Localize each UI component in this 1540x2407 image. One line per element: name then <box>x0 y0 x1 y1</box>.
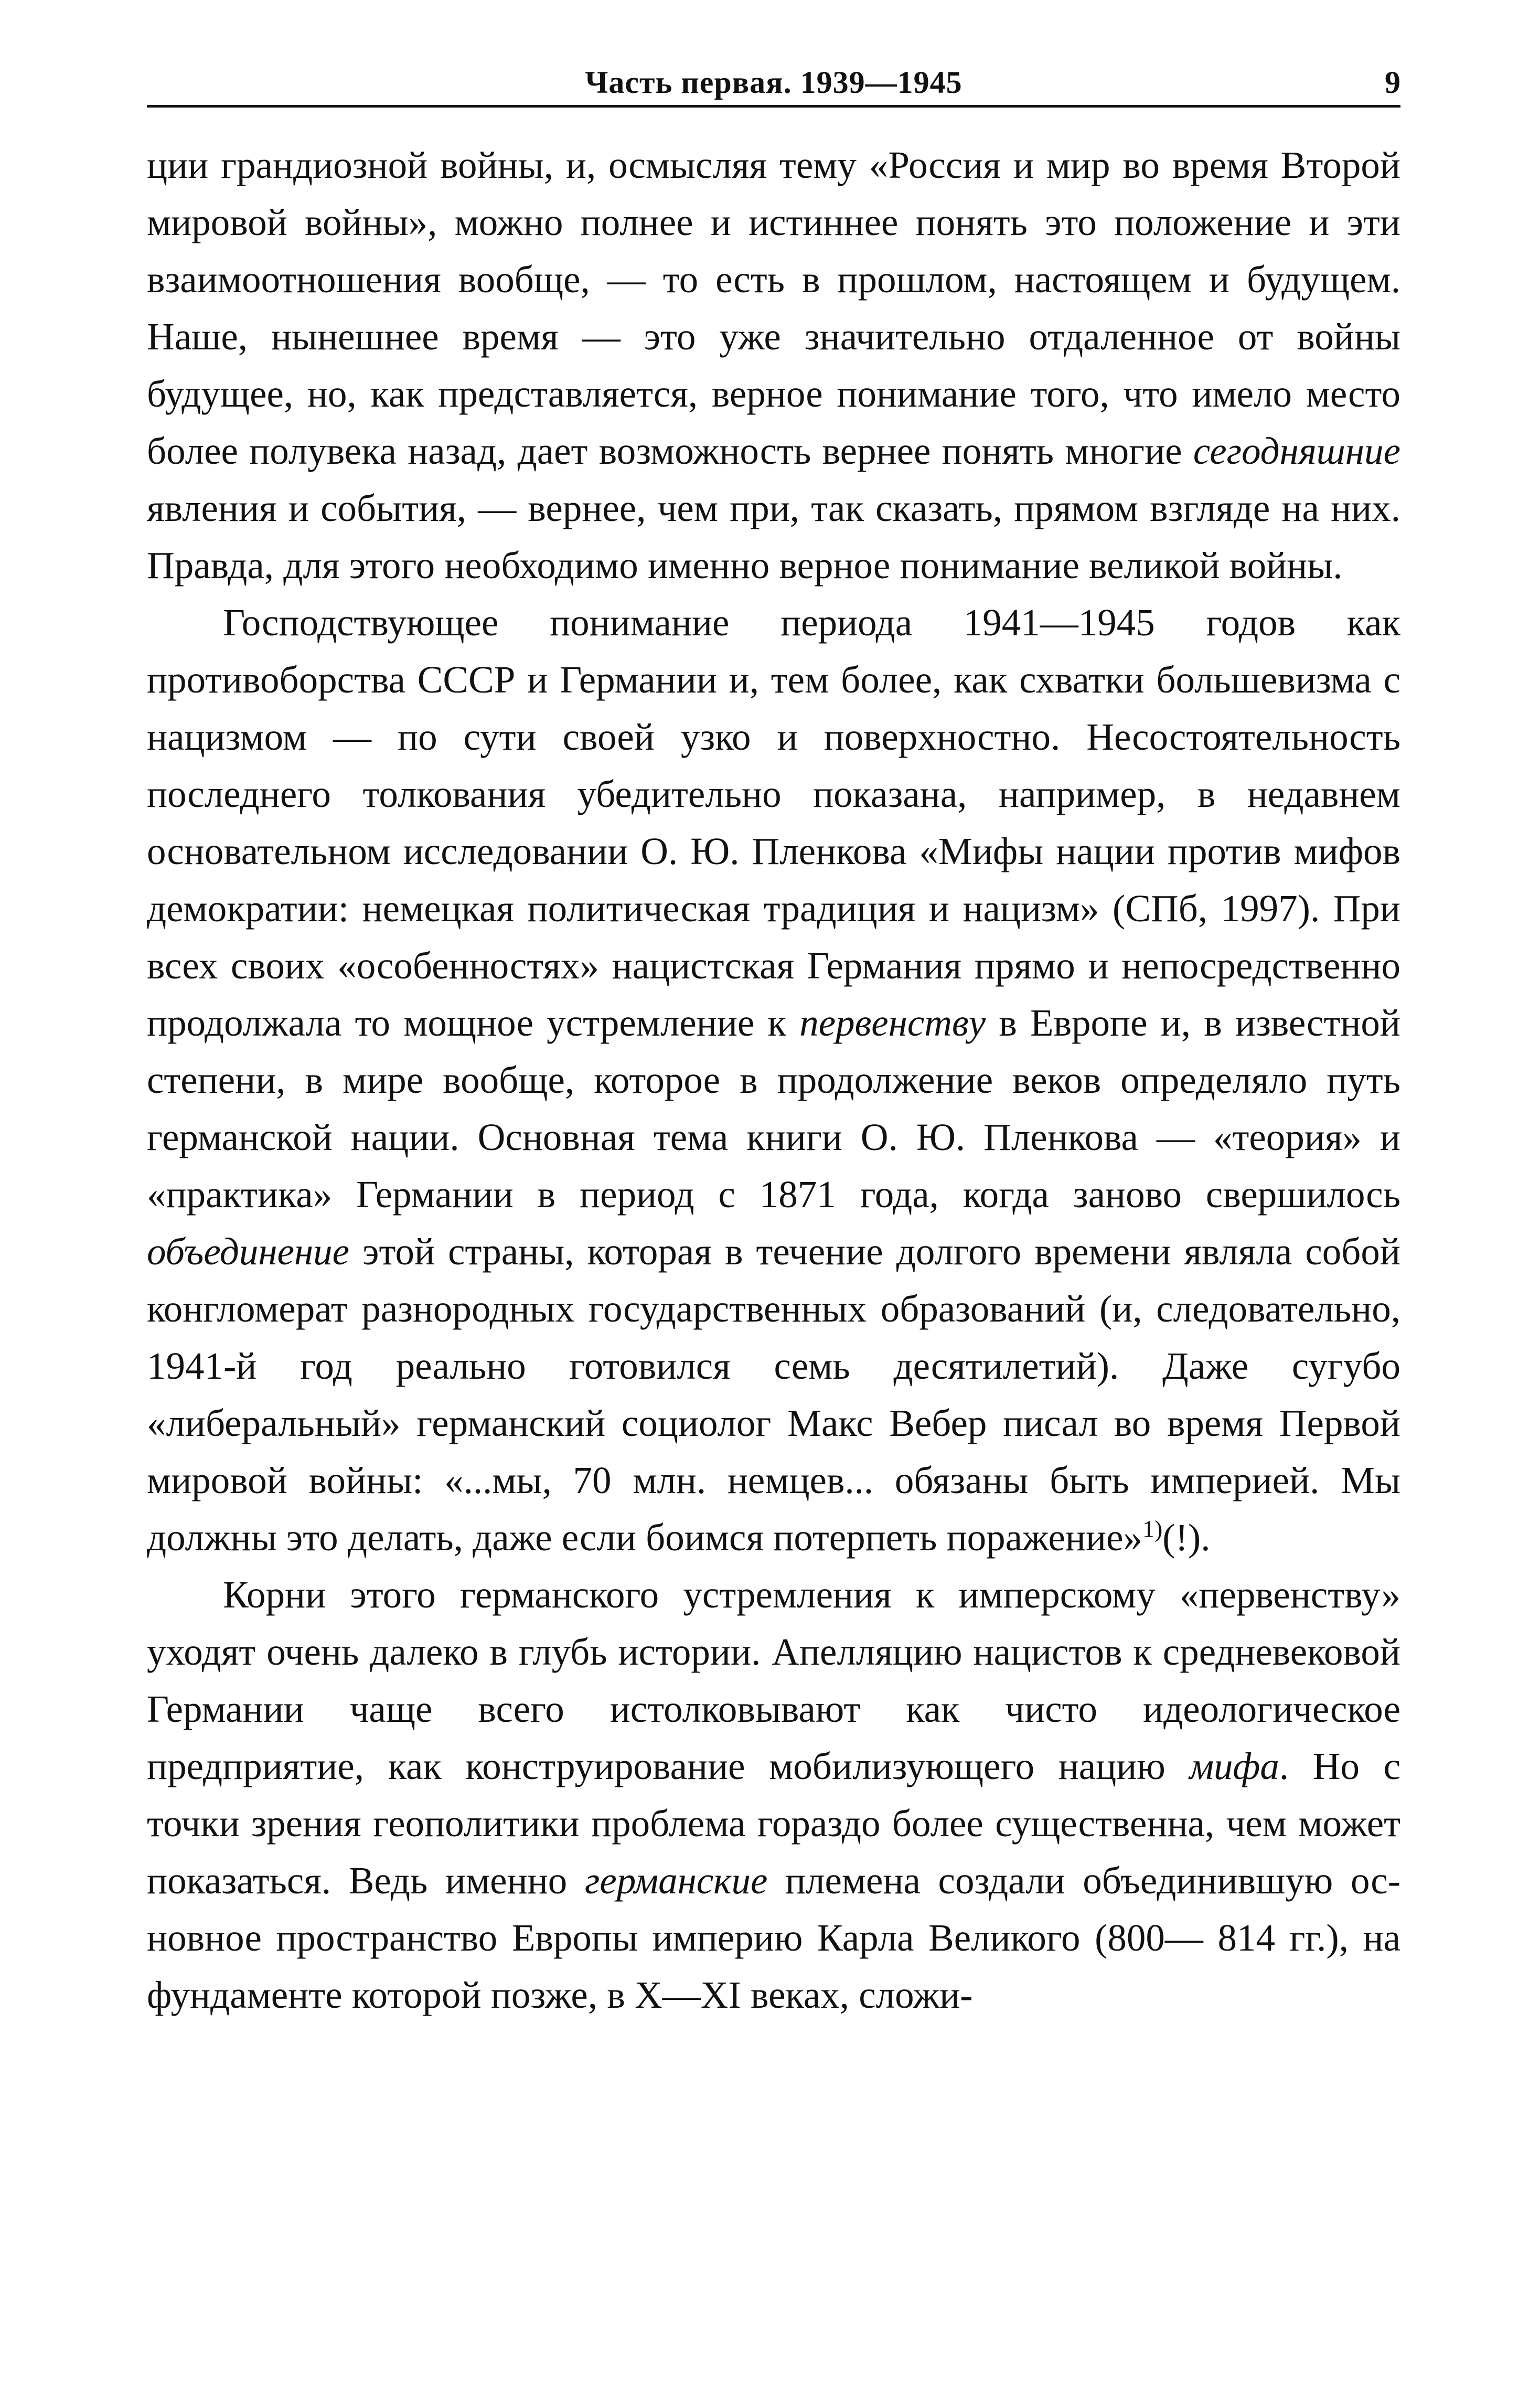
paragraph <box>147 136 1400 594</box>
paragraph <box>147 1566 1400 2023</box>
page-number: 9 <box>1385 65 1400 100</box>
paragraph <box>147 594 1400 1566</box>
book-page <box>147 47 1400 2023</box>
emphasis-text: объединение <box>147 1230 350 1273</box>
text-segment: в Европе и, в известной степени, в мире вообще, которое в продолжение веков определяло путь германской нации. Основная тема книги О. Ю. Пленкова — «теория» и «практика» Германии в период с 1871 года, когда заново свершилось <box>147 1002 1400 1216</box>
running-header <box>147 47 1400 108</box>
emphasis-text: первенству <box>799 1002 986 1044</box>
text-segment: Господствующее понимание периода 1941—1945 годов как противоборства СССР и Германии и, тем более, как схватки большевизма с нацизмом — по сути своей узко и поверхностно. Несостоятельность последнего толкования убедительно показана, например, в недавнем основательном исследовании О. Ю. Пленкова «Мифы нации против мифов демократии: немецкая политическая традиция и нацизм» (СПб, 1997). При всех своих «особенностях» нацистская Германия прямо и непосредственно продолжала то мощное устремление к <box>147 601 1400 1044</box>
text-segment: (!). <box>1162 1516 1211 1559</box>
running-title: Часть первая. 1939—1945 <box>585 65 962 100</box>
emphasis-text: сегодняшние <box>1193 430 1400 472</box>
text-segment: Корни этого германского устремления к имперскому «первенству» уходят очень далеко в глубь истории. Апелляцию нацистов к средневековой Германии чаще всего истолковывают как чисто идеологическое предприятие, как конструирование мобилизующего нацию <box>147 1573 1400 1787</box>
text-segment: . Но с точки зрения геополитики проблема гораздо более существенна, чем может показаться. Ведь именно <box>147 1745 1400 1902</box>
emphasis-text: германские <box>584 1859 768 1902</box>
footnote-marker: 1) <box>1142 1515 1163 1542</box>
body-text <box>147 136 1400 2023</box>
emphasis-text: мифа <box>1189 1745 1279 1787</box>
text-segment: явления и события, — вернее, чем при, так сказать, прямом взгляде на них. Правда, для этого необходимо именно верное понимание великой войны. <box>147 487 1400 587</box>
text-segment: племена создали объединившую основное пространство Европы империю Карла Великого (800— 814 гг.), на фундаменте которой позже, в X—XI веках, сложи- <box>147 1859 1400 2016</box>
text-segment: ции грандиозной войны, и, осмысляя тему «Россия и мир во время Второй мировой войны», можно полнее и истиннее понять это положение и эти взаимоотношения вообще, — то есть в прошлом, настоящем и будущем. Наше, нынешнее время — это уже значительно отдаленное от войны будущее, но, как представляется, верное понимание того, что имело место более полувека назад, дает возможность вернее понять многие <box>147 144 1400 472</box>
text-segment: этой страны, которая в течение долгого времени являла собой конгломерат разнородных государственных образований (и, следовательно, 1941-й год реально готовился семь десятилетий). Даже сугубо «либеральный» германский социолог Макс Вебер писал во время Первой мировой войны: «...мы, 70 млн. немцев... обязаны быть империей. Мы должны это делать, даже если боимся потерпеть поражение» <box>147 1230 1400 1559</box>
